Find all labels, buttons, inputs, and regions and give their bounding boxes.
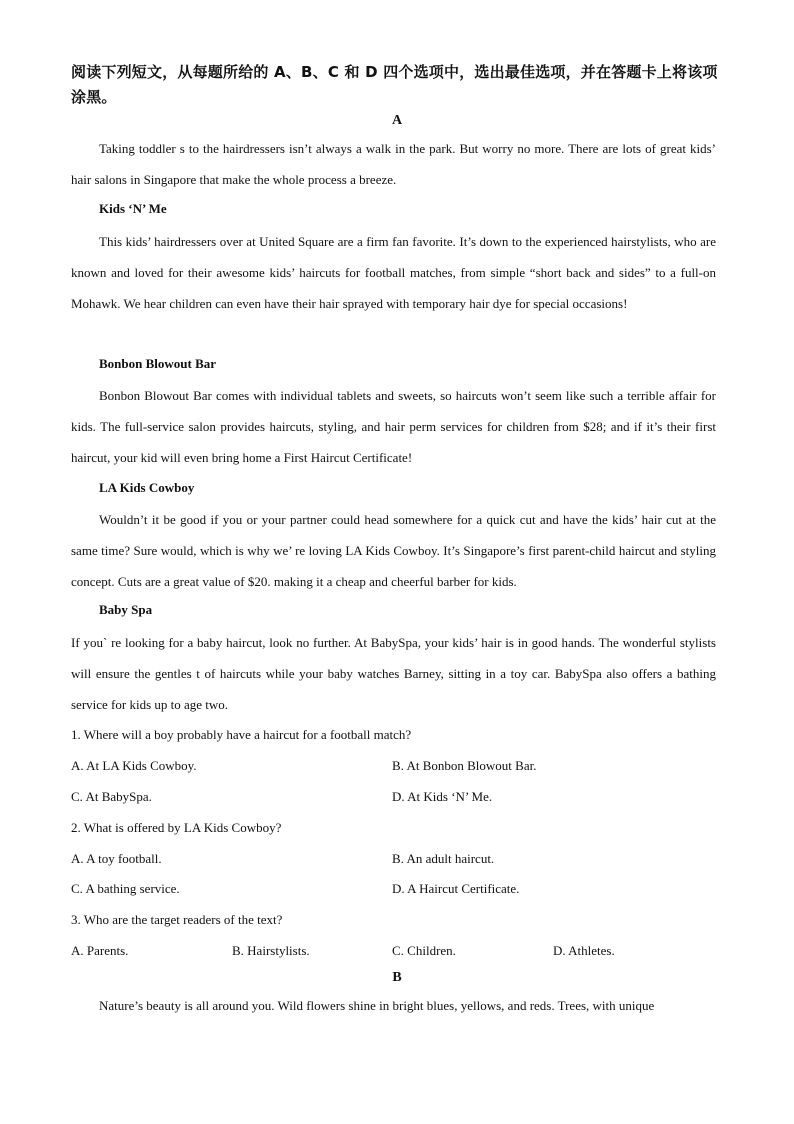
section-b-intro: Nature’s beauty is all around you. Wild flowers shine in bright blues, yellows, and reds. Trees, with unique — [99, 998, 655, 1013]
section-a-heading: A — [391, 113, 403, 128]
salon-heading: Kids ‘N’ Me — [99, 201, 167, 216]
question-option: B. Hairstylists. — [232, 943, 310, 958]
question-stem: 3. Who are the target readers of the text? — [71, 912, 283, 927]
question-option: A. Parents. — [71, 943, 129, 958]
question-option: C. Children. — [392, 943, 456, 958]
question-option: C. A bathing service. — [71, 881, 180, 896]
question-stem: 2. What is offered by LA Kids Cowboy? — [71, 820, 282, 835]
salon-paragraph: Wouldn’t it be good if you or your partner could head somewhere for a quick cut and have the kids’ hair cut at the same time? Sure would, which is why we’ re loving LA Kids Cowboy. It’s Singapore’s first parent-child haircut and styling concept. Cuts are a great value of $20. making it a cheap and cheerful barber for kids. — [71, 512, 716, 589]
section-a-intro: Taking toddler s to the hairdressers isn’t always a walk in the park. But worry no more. There are lots of great kids’ hair salons in Singapore that make the whole process a breeze. — [71, 141, 716, 187]
section-b-heading: B — [392, 970, 402, 985]
question-option: B. An adult haircut. — [392, 851, 495, 866]
question-stem: 1. Where will a boy probably have a haircut for a football match? — [71, 727, 412, 742]
question-option: D. At Kids ‘N’ Me. — [392, 789, 493, 804]
question-option: A. A toy football. — [71, 851, 162, 866]
instructions: 阅读下列短文，从每题所给的 A、B、C 和 D 四个选项中，选出最佳选项，并在答题卡上将该项涂黑。 — [71, 63, 718, 106]
question-option: A. At LA Kids Cowboy. — [71, 758, 197, 773]
question-option: D. A Haircut Certificate. — [392, 881, 520, 896]
salon-heading: Baby Spa — [99, 602, 153, 617]
salon-paragraph: If you` re looking for a baby haircut, look no further. At BabySpa, your kids’ hair is in good hands. The wonderful stylists will ensure the gentles t of haircuts while your baby watches Barney, sitting in a toy car. BabySpa also offers a bathing service for kids up to age two. — [71, 635, 716, 712]
salon-heading: Bonbon Blowout Bar — [99, 356, 217, 371]
salon-paragraph: Bonbon Blowout Bar comes with individual tablets and sweets, so haircuts won’t seem like such a terrible affair for kids. The full-service salon provides haircuts, styling, and hair perm services for children from $28; and if it’s their first haircut, your kid will even bring home a First Haircut Certificate! — [71, 388, 716, 465]
salon-heading: LA Kids Cowboy — [99, 480, 195, 495]
question-option: C. At BabySpa. — [71, 789, 152, 804]
salon-paragraph: This kids’ hairdressers over at United Square are a firm fan favorite. It’s down to the experienced hairstylists, who are known and loved for their awesome kids’ haircuts for football matches, from simple “short back and sides” to a full-on Mohawk. We hear children can even have their hair sprayed with temporary hair dye for special occasions! — [71, 234, 716, 311]
question-option: B. At Bonbon Blowout Bar. — [392, 758, 537, 773]
question-option: D. Athletes. — [553, 943, 615, 958]
